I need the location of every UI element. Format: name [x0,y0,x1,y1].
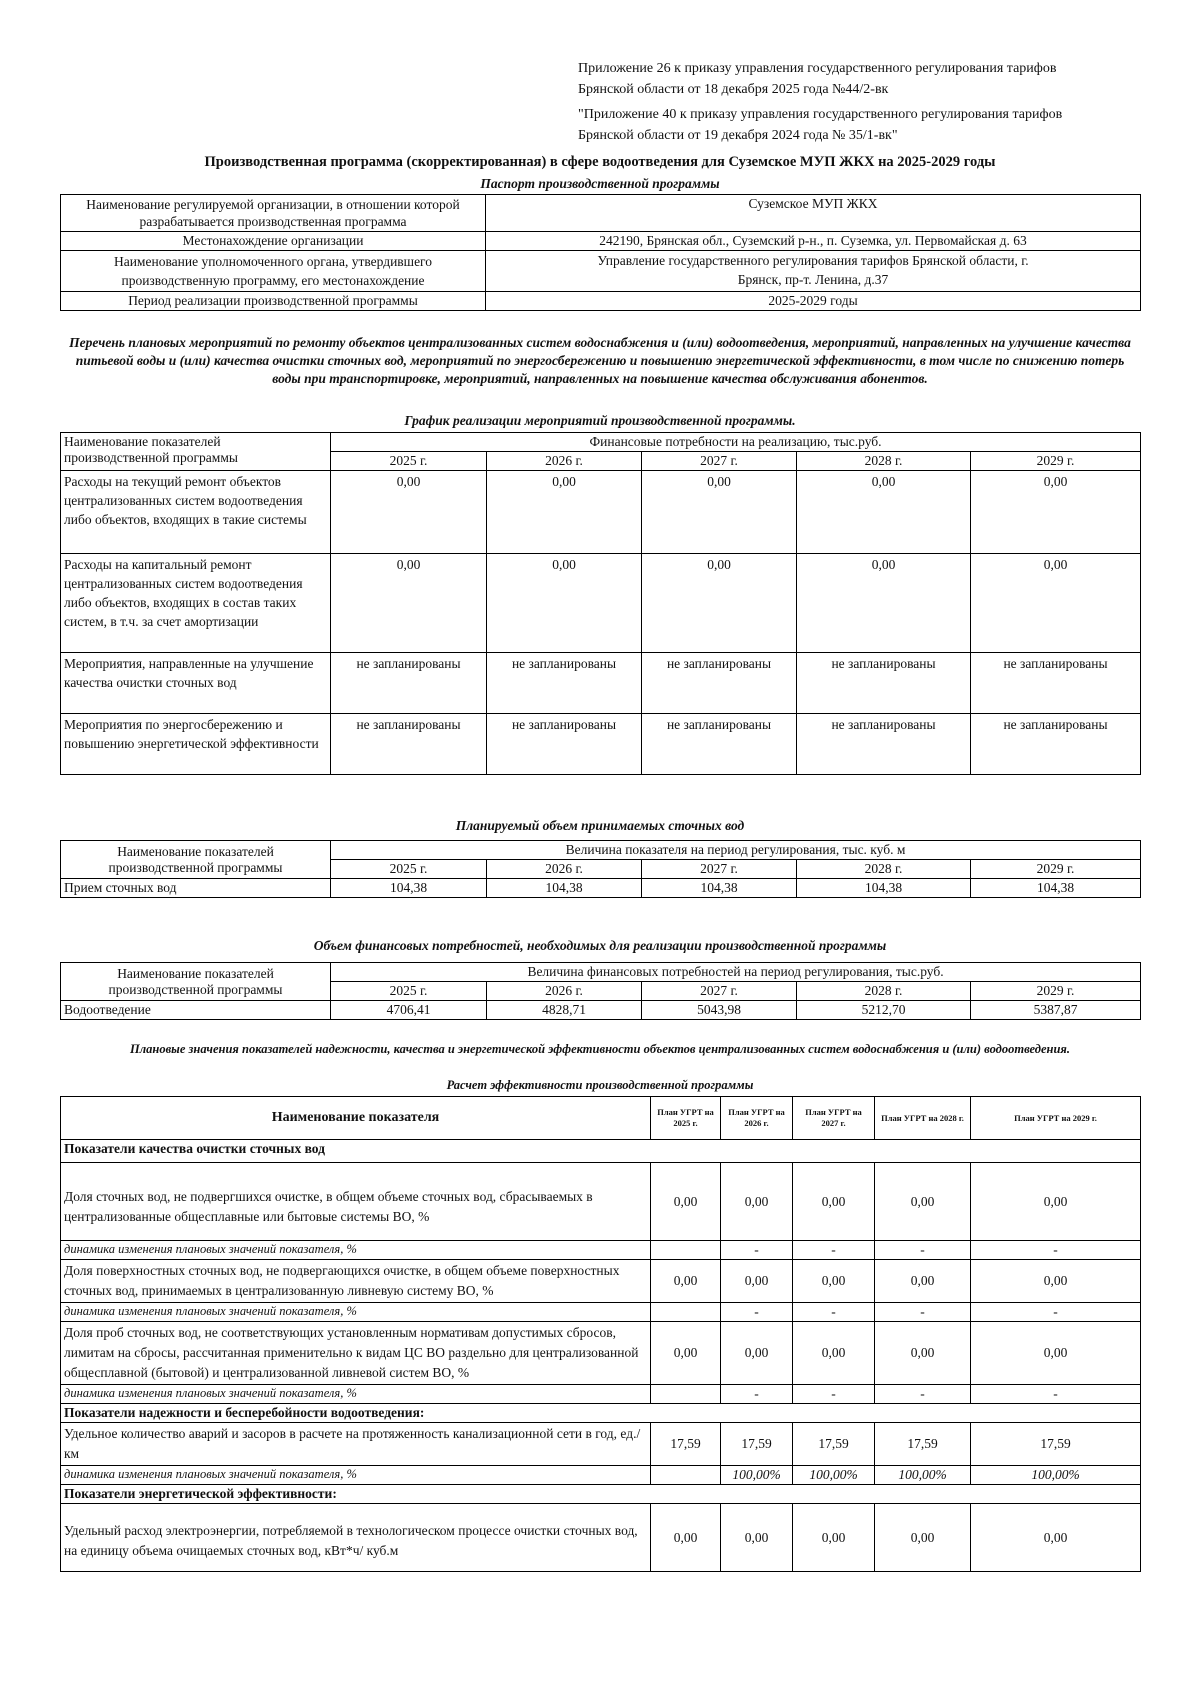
cell: 0,00 [331,471,487,554]
dash: - [971,1241,1141,1260]
table-row [61,1241,1141,1260]
passport-value: Управление государственного регулирования тарифов Брянской области, г. Брянск, пр-т. Ленина, д.37 [486,251,1141,292]
table-row [61,1260,1141,1303]
cell: 0,00 [651,1163,721,1241]
year-header: 2026 г. [487,452,642,471]
dynamics-value: 100,00% [721,1466,793,1485]
dash: - [793,1241,875,1260]
cell: 0,00 [875,1504,971,1572]
cell: 17,59 [875,1423,971,1466]
row-label: Доля проб сточных вод, не соответствующих установленным нормативам допустимых сбросов, лимитам на сбросы, рассчитанная применительно к видам ЦС ВО раздельно для централизованной общесплавной (бытовой) и централизованной ливневой систем ВО, % [61,1322,651,1385]
appendix-line-2: Брянской области от 18 декабря 2025 года №44/2-вк [578,82,889,97]
cell: 17,59 [651,1423,721,1466]
year-header: 2029 г. [971,982,1141,1001]
passport-label: Период реализации производственной программы [61,292,486,311]
cell: 0,00 [487,554,642,653]
schedule-table [60,432,1141,775]
dash: - [971,1303,1141,1322]
cell: 0,00 [651,1504,721,1572]
table-row [61,195,1141,232]
cell: 0,00 [875,1322,971,1385]
cell: 0,00 [797,471,971,554]
efficiency-subcaption: Расчет эффективности производственной программы [446,1078,754,1092]
volume-caption: Планируемый объем принимаемых сточных вод [455,818,745,833]
table-row [61,232,1141,251]
dynamics-value: 100,00% [875,1466,971,1485]
cell: 0,00 [875,1163,971,1241]
dash: - [721,1303,793,1322]
table-row [61,251,1141,292]
table-row [61,292,1141,311]
year-header: 2026 г. [487,982,642,1001]
appendix-line-3: "Приложение 40 к приказу управления государственного регулирования тарифов [578,107,1063,122]
year-header: 2029 г. [971,452,1141,471]
page-title: Производственная программа (скорректированная) в сфере водоотведения для Суземское МУП ЖКХ на 2025-2029 годы [204,154,996,170]
cell: 5387,87 [971,1001,1141,1020]
table-row [61,1466,1141,1485]
cell: 0,00 [331,554,487,653]
dynamics-label: динамика изменения плановых значений показателя, % [61,1385,651,1404]
finance-caption: Объем финансовых потребностей, необходимых для реализации производственной программы [313,938,887,953]
year-header: 2026 г. [487,860,642,879]
dash: - [875,1303,971,1322]
cell: не запланированы [971,714,1141,775]
finance-table [60,962,1141,1020]
cell: 104,38 [797,879,971,898]
dynamics-label: динамика изменения плановых значений показателя, % [61,1466,651,1485]
cell: не запланированы [971,653,1141,714]
passport-table [60,194,1141,311]
dash: - [793,1303,875,1322]
cell: 0,00 [971,1163,1141,1241]
table-row [61,1163,1141,1241]
cell: 4706,41 [331,1001,487,1020]
plan-header: План УГРТ на 2025 г. [651,1097,721,1140]
table-row [61,653,1141,714]
cell: не запланированы [487,653,642,714]
row-label: Мероприятия, направленные на улучшение качества очистки сточных вод [61,653,331,714]
dynamics-value: 100,00% [793,1466,875,1485]
passport-label: Наименование регулируемой организации, в отношении которой разрабатывается производственная программа [61,195,486,232]
row-label: Удельное количество аварий и засоров в расчете на протяженность канализационной сети в год, ед./км [61,1423,651,1466]
cell: 17,59 [971,1423,1141,1466]
cell: 104,38 [487,879,642,898]
cell: 0,00 [642,554,797,653]
dynamics-value: 100,00% [971,1466,1141,1485]
passport-value: Суземское МУП ЖКХ [486,195,1141,232]
cell: 0,00 [721,1322,793,1385]
table-row [61,471,1141,554]
passport-label: Местонахождение организации [61,232,486,251]
dash: - [875,1385,971,1404]
cell: 0,00 [721,1260,793,1303]
appendix-line-4: Брянской области от 19 декабря 2024 года № 35/1-вк" [578,128,898,143]
year-header: 2027 г. [642,860,797,879]
efficiency-caption: Плановые значения показателей надежности, качества и энергетической эффективности объектов централизованных систем водоснабжения и (или) водоотведения. [130,1042,1070,1056]
table-row [61,1322,1141,1385]
cell: 0,00 [971,1322,1141,1385]
section-reliability: Показатели надежности и бесперебойности водоотведения: [61,1404,1141,1423]
appendix-note [578,58,1178,146]
cell: 0,00 [721,1504,793,1572]
dash: - [971,1385,1141,1404]
dash: - [793,1385,875,1404]
year-header: 2028 г. [797,982,971,1001]
year-header: 2028 г. [797,860,971,879]
cell: 0,00 [651,1260,721,1303]
cell: 0,00 [793,1260,875,1303]
cell: 0,00 [797,554,971,653]
dynamics-label: динамика изменения плановых значений показателя, % [61,1241,651,1260]
passport-label: Наименование уполномоченного органа, утвердившего производственную программу, его местонахождение [61,251,486,292]
row-label: Прием сточных вод [61,879,331,898]
appendix-line-1: Приложение 26 к приказу управления государственного регулирования тарифов [578,61,1057,76]
dash: - [721,1241,793,1260]
cell: не запланированы [331,714,487,775]
cell: 5212,70 [797,1001,971,1020]
schedule-caption: График реализации мероприятий производственной программы. [404,413,796,428]
cell: 0,00 [875,1260,971,1303]
table-row [61,1504,1141,1572]
cell: не запланированы [642,653,797,714]
plan-header: План УГРТ на 2026 г. [721,1097,793,1140]
measures-caption: Перечень плановых мероприятий по ремонту объектов централизованных систем водоснабжения и (или) водоотведения, мероприятий, направленных на улучшение качества питьевой воды и (или) качества очистки сточных вод, мероприятий по энергосбережению и повышению энергетической эффективности, в том числе по снижению потерь воды при транспортировке, мероприятий, направленных на повышение качества обслуживания абонентов. [69,335,1131,386]
volume-table [60,840,1141,898]
schedule-group-header: Финансовые потребности на реализацию, тыс.руб. [331,433,1141,452]
dash: - [875,1241,971,1260]
cell: 0,00 [793,1163,875,1241]
cell: не запланированы [331,653,487,714]
section-quality: Показатели качества очистки сточных вод [61,1140,1141,1163]
cell: 4828,71 [487,1001,642,1020]
passport-caption: Паспорт производственной программы [480,176,720,191]
cell: 0,00 [793,1322,875,1385]
table-row [61,714,1141,775]
row-label: Доля сточных вод, не подвергшихся очистке, в общем объеме сточных вод, сбрасываемых в централизованные общесплавные или бытовые системы ВО, % [61,1163,651,1241]
year-header: 2027 г. [642,452,797,471]
row-label: Расходы на капитальный ремонт централизованных систем водоотведения либо объектов, входящих в состав таких систем, в т.ч. за счет амортизации [61,554,331,653]
row-label: Водоотведение [61,1001,331,1020]
efficiency-col-header: Наименование показателя [61,1097,651,1140]
schedule-col-header: Наименование показателей производственной программы [61,433,331,471]
plan-header: План УГРТ на 2027 г. [793,1097,875,1140]
cell: 104,38 [331,879,487,898]
table-row [61,554,1141,653]
cell: 0,00 [487,471,642,554]
table-row [61,1423,1141,1466]
cell: не запланированы [642,714,797,775]
finance-group-header: Величина финансовых потребностей на период регулирования, тыс.руб. [331,963,1141,982]
cell: 17,59 [721,1423,793,1466]
cell: 104,38 [642,879,797,898]
year-header: 2025 г. [331,452,487,471]
dynamics-label: динамика изменения плановых значений показателя, % [61,1303,651,1322]
plan-header: План УГРТ на 2029 г. [971,1097,1141,1140]
cell: 0,00 [971,554,1141,653]
year-header: 2027 г. [642,982,797,1001]
passport-value: 242190, Брянская обл., Суземский р-н., п. Суземка, ул. Первомайская д. 63 [486,232,1141,251]
cell: 0,00 [971,1504,1141,1572]
cell: не запланированы [797,653,971,714]
cell: 17,59 [793,1423,875,1466]
year-header: 2028 г. [797,452,971,471]
table-row [61,1385,1141,1404]
cell: не запланированы [797,714,971,775]
cell: 5043,98 [642,1001,797,1020]
cell: 0,00 [642,471,797,554]
dash: - [721,1385,793,1404]
table-row [61,879,1141,898]
cell: 0,00 [971,471,1141,554]
volume-group-header: Величина показателя на период регулирования, тыс. куб. м [331,841,1141,860]
section-energy: Показатели энергетической эффективности: [61,1485,1141,1504]
volume-col-header: Наименование показателей производственной программы [61,841,331,879]
cell: 0,00 [971,1260,1141,1303]
cell: 0,00 [651,1322,721,1385]
row-label: Мероприятия по энергосбережению и повышению энергетической эффективности [61,714,331,775]
finance-col-header: Наименование показателей производственной программы [61,963,331,1001]
row-label: Удельный расход электроэнергии, потребляемой в технологическом процессе очистки сточных вод, на единицу объема очищаемых сточных вод, кВт*ч/ куб.м [61,1504,651,1572]
year-header: 2029 г. [971,860,1141,879]
row-label: Расходы на текущий ремонт объектов централизованных систем водоотведения либо объектов, входящих в такие системы [61,471,331,554]
table-row [61,1303,1141,1322]
cell: 0,00 [721,1163,793,1241]
cell: 0,00 [793,1504,875,1572]
efficiency-table [60,1096,1141,1572]
cell: не запланированы [487,714,642,775]
table-row [61,1001,1141,1020]
year-header: 2025 г. [331,982,487,1001]
passport-value: 2025-2029 годы [486,292,1141,311]
year-header: 2025 г. [331,860,487,879]
cell: 104,38 [971,879,1141,898]
row-label: Доля поверхностных сточных вод, не подвергающихся очистке, в общем объеме поверхностных сточных вод, принимаемых в централизованную ливневую систему ВО, % [61,1260,651,1303]
plan-header: План УГРТ на 2028 г. [875,1097,971,1140]
